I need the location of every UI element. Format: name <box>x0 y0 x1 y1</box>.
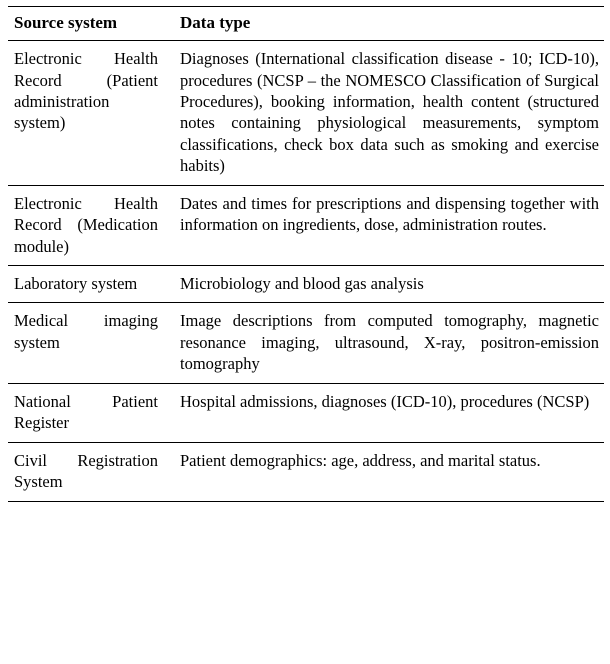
table-row <box>8 41 604 186</box>
cell-data-type: Microbiology and blood gas analysis <box>174 266 604 303</box>
cell-data-type: Hospital admissions, diagnoses (ICD-10), procedures (NCSP) <box>174 383 604 442</box>
cell-data-type: Patient demographics: age, address, and marital status. <box>180 450 541 470</box>
cell-data-type: Dates and times for prescriptions and dispensing together with information on ingredients, dose, administration routes. <box>174 185 604 265</box>
cell-data-type: Image descriptions from computed tomography, magnetic resonance imaging, ultrasound, X-ray, positron-emission tomography <box>174 303 604 383</box>
cell-source-system: Electronic Health Record (Medication module) <box>8 185 174 265</box>
table-row <box>8 266 604 303</box>
header-data-type: Data type <box>174 7 604 41</box>
table-row <box>8 303 604 383</box>
data-sources-table-container <box>8 6 604 502</box>
cell-source-system: Electronic Health Record (Patient administration system) <box>8 41 174 186</box>
header-source-system: Source system <box>8 7 174 41</box>
cell-source-system: Laboratory system <box>8 266 174 303</box>
cell-source-system: National Patient Register <box>8 383 174 442</box>
source-data-table <box>8 6 604 502</box>
table-row <box>8 185 604 265</box>
cell-source-system: Medical imaging system <box>8 303 174 383</box>
table-row <box>8 442 604 501</box>
cell-data-type: Diagnoses (International classification disease - 10; ICD-10), procedures (NCSP – the NOMESCO Classification of Surgical Procedures), booking information, health content (structured notes containing physiological measurements, symptom classifications, check box data such as smoking and exercise habits) <box>174 41 604 186</box>
cell-source-system: Civil Registration System <box>14 450 158 492</box>
table-header-row <box>8 7 604 41</box>
table-row <box>8 383 604 442</box>
